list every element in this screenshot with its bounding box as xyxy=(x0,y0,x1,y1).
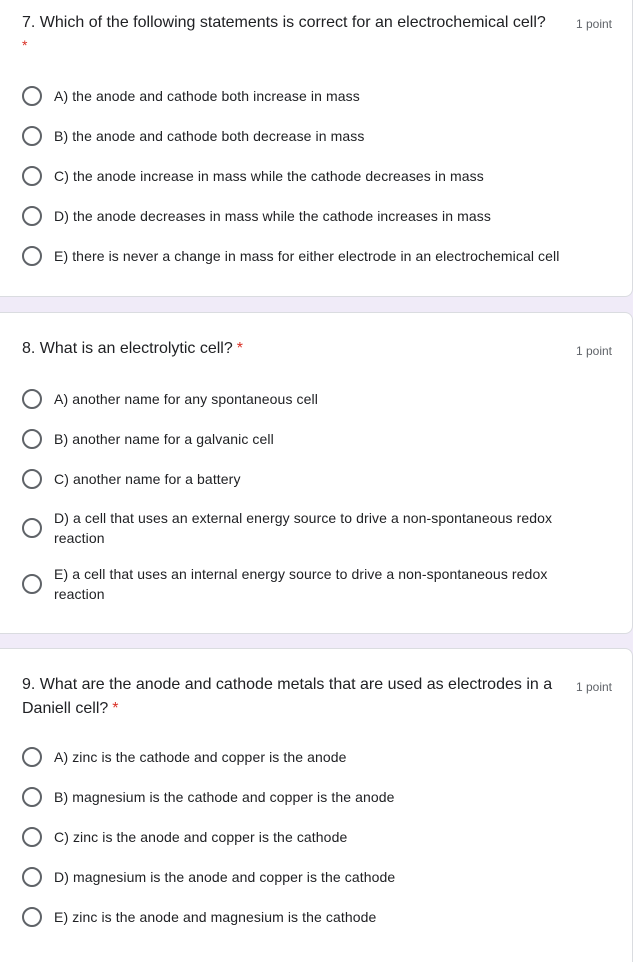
radio-button[interactable] xyxy=(22,469,42,489)
radio-button[interactable] xyxy=(22,907,42,927)
radio-button[interactable] xyxy=(22,787,42,807)
option-label: D) a cell that uses an external energy source to drive a non-spontaneous redox reaction xyxy=(54,510,553,546)
option-label: A) the anode and cathode both increase in mass xyxy=(54,88,360,104)
radio-option[interactable] xyxy=(22,429,592,449)
required-asterisk: * xyxy=(22,37,28,53)
question-card-7 xyxy=(0,0,633,297)
radio-option[interactable] xyxy=(22,508,562,548)
question-title xyxy=(22,673,567,721)
option-label: C) another name for a battery xyxy=(54,471,241,487)
radio-button[interactable] xyxy=(22,126,42,146)
points-label: 1 point xyxy=(575,344,612,358)
required-asterisk: * xyxy=(112,700,119,717)
radio-button[interactable] xyxy=(22,429,42,449)
option-label: C) the anode increase in mass while the cathode decreases in mass xyxy=(54,168,484,184)
radio-option[interactable] xyxy=(22,827,592,847)
radio-option[interactable] xyxy=(22,907,592,927)
points-label: 1 point xyxy=(575,17,612,31)
option-label: C) zinc is the anode and copper is the cathode xyxy=(54,829,348,845)
radio-option[interactable] xyxy=(22,86,592,106)
radio-button[interactable] xyxy=(22,206,42,226)
option-label: E) there is never a change in mass for either electrode in an electrochemical cell xyxy=(54,248,560,264)
option-label: A) zinc is the cathode and copper is the anode xyxy=(54,749,347,765)
question-text: 8. What is an electrolytic cell? xyxy=(22,340,233,357)
radio-option[interactable] xyxy=(22,564,562,604)
radio-button[interactable] xyxy=(22,518,42,538)
question-card-9 xyxy=(0,648,633,962)
question-title xyxy=(22,11,567,35)
radio-option[interactable] xyxy=(22,166,592,186)
radio-button[interactable] xyxy=(22,86,42,106)
radio-button[interactable] xyxy=(22,747,42,767)
required-asterisk: * xyxy=(236,340,243,357)
radio-option[interactable] xyxy=(22,787,592,807)
radio-button[interactable] xyxy=(22,389,42,409)
question-text: 9. What are the anode and cathode metals that are used as electrodes in a Daniell cell? xyxy=(22,676,553,717)
radio-button[interactable] xyxy=(22,867,42,887)
question-card-8 xyxy=(0,312,633,634)
radio-option[interactable] xyxy=(22,469,592,489)
radio-option[interactable] xyxy=(22,126,592,146)
radio-option[interactable] xyxy=(22,206,592,226)
radio-button[interactable] xyxy=(22,827,42,847)
radio-option[interactable] xyxy=(22,389,592,409)
option-label: B) another name for a galvanic cell xyxy=(54,431,274,447)
option-label: D) the anode decreases in mass while the cathode increases in mass xyxy=(54,208,491,224)
radio-option[interactable] xyxy=(22,867,592,887)
radio-button[interactable] xyxy=(22,166,42,186)
option-label: E) zinc is the anode and magnesium is the cathode xyxy=(54,909,377,925)
option-label: D) magnesium is the anode and copper is the cathode xyxy=(54,869,396,885)
option-label: B) magnesium is the cathode and copper is the anode xyxy=(54,789,395,805)
question-text: 7. Which of the following statements is correct for an electrochemical cell? xyxy=(22,14,546,31)
question-title xyxy=(22,337,243,361)
radio-button[interactable] xyxy=(22,574,42,594)
points-label: 1 point xyxy=(575,680,612,694)
radio-button[interactable] xyxy=(22,246,42,266)
radio-option[interactable] xyxy=(22,747,592,767)
option-label: A) another name for any spontaneous cell xyxy=(54,391,318,407)
option-label: B) the anode and cathode both decrease in mass xyxy=(54,128,365,144)
option-label: E) a cell that uses an internal energy source to drive a non-spontaneous redox reaction xyxy=(54,566,548,602)
radio-option[interactable] xyxy=(22,246,592,266)
